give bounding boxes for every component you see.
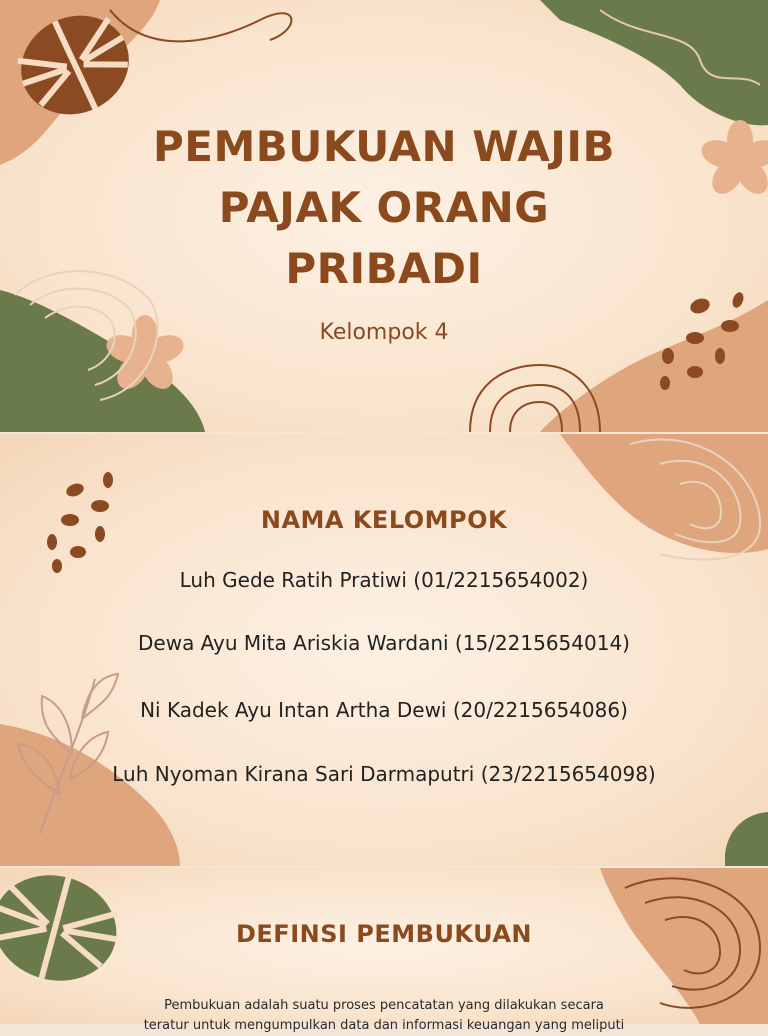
subtitle: Kelompok 4 bbox=[319, 320, 449, 345]
member-name-4: Luh Nyoman Kirana Sari Darmaputri (23/2215654098) bbox=[112, 762, 656, 786]
members-slide bbox=[0, 434, 768, 866]
olive-leaf-bottom-right bbox=[725, 812, 768, 866]
definition-text-line-1: Pembukuan adalah suatu proses pencatatan yang dilakukan secara bbox=[164, 998, 604, 1013]
definition-heading: DEFINSI PEMBUKUAN bbox=[235, 920, 533, 948]
title-line-2: PAJAK ORANG bbox=[218, 183, 550, 232]
member-name-3: Ni Kadek Ayu Intan Artha Dewi (20/2215654086) bbox=[140, 698, 628, 722]
title-slide bbox=[0, 0, 768, 432]
definition-text-line-2: teratur untuk mengumpulkan data dan informasi keuangan yang meliputi bbox=[143, 1018, 625, 1033]
title-line-1: PEMBUKUAN WAJIB bbox=[153, 122, 615, 171]
definition-text bbox=[110, 996, 658, 1036]
members-heading: NAMA KELOMPOK bbox=[260, 506, 508, 534]
member-name-2: Dewa Ayu Mita Ariskia Wardani (15/2215654014) bbox=[138, 631, 630, 655]
member-name-1: Luh Gede Ratih Pratiwi (01/2215654002) bbox=[179, 568, 589, 592]
title-line-3: PRIBADI bbox=[285, 244, 483, 293]
tan-blob-right bbox=[560, 434, 768, 553]
olive-blob-top-right bbox=[540, 0, 768, 125]
definition-slide bbox=[0, 868, 768, 1033]
